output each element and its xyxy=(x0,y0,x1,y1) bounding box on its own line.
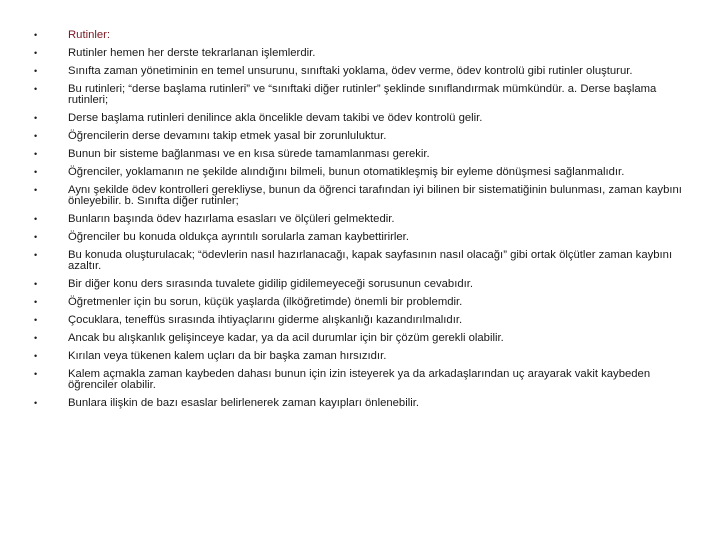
list-item xyxy=(34,131,684,143)
bullet-icon: • xyxy=(34,30,38,40)
bullet-icon: • xyxy=(34,113,38,124)
bullet-icon: • xyxy=(34,130,38,141)
bullet-icon: • xyxy=(34,350,38,361)
list-item-text: Öğretmenler için bu sorun, küçük yaşlarda (ilköğretimde) önemli bir problemdir. xyxy=(68,296,463,309)
bullet-icon: • xyxy=(34,166,38,177)
list-item xyxy=(34,66,684,78)
list-item-text: Rutinler hemen her derste tekrarlanan işlemlerdir. xyxy=(68,46,316,59)
list-item xyxy=(34,369,684,392)
bullet-icon: • xyxy=(34,249,38,260)
list-item xyxy=(34,232,684,244)
bullet-icon: • xyxy=(34,47,38,58)
list-item-text: Derse başlama rutinleri denilince akla öncelikle devam takibi ve ödev kontrolü gelir. xyxy=(68,112,483,125)
bullet-icon: • xyxy=(34,148,38,159)
bullet-icon: • xyxy=(34,332,38,343)
list-item xyxy=(34,398,684,410)
list-item-text: Çocuklara, teneffüs sırasında ihtiyaçlarını giderme alışkanlığı kazandırılmalıdır. xyxy=(68,313,463,326)
list-item-text: Bunun bir sisteme bağlanması ve en kısa sürede tamamlanması gerekir. xyxy=(68,147,430,160)
list-item-text: Bu rutinleri; “derse başlama rutinleri” ve “sınıftaki diğer rutinler” şeklinde sınıflandırmak mümkündür. a. Derse başlama rutinleri; xyxy=(68,82,657,107)
list-item xyxy=(34,167,684,179)
list-item xyxy=(34,185,684,208)
list-item-text: Kalem açmakla zaman kaybeden dahası bunun için izin isteyerek ya da arkadaşlarından uç arayarak vakit kaybeden öğrenciler olabilir. xyxy=(68,367,651,392)
list-item-text: Öğrenciler bu konuda oldukça ayrıntılı sorularla zaman kaybettirirler. xyxy=(68,230,409,243)
bullet-icon: • xyxy=(34,83,38,94)
list-item-text: Bunlara ilişkin de bazı esaslar belirlenerek zaman kayıpları önlenebilir. xyxy=(68,397,420,410)
list-item xyxy=(34,315,684,327)
list-item xyxy=(34,113,684,125)
bullet-icon: • xyxy=(34,65,38,76)
list-item-text: Bu konuda oluşturulacak; “ödevlerin nasıl hazırlanacağı, kapak sayfasının nasıl olacağı” gibi ortak ölçütler zaman kaybını azaltır. xyxy=(68,248,673,273)
list-item xyxy=(34,297,684,309)
list-item-text: Ancak bu alışkanlık gelişinceye kadar, ya da acil durumlar için bir çözüm gerekli olabilir. xyxy=(68,331,504,344)
bullet-icon: • xyxy=(34,184,38,195)
bullet-icon: • xyxy=(34,398,38,409)
list-item-text: Aynı şekilde ödev kontrolleri gerekliyse, bunun da öğrenci tarafından iyi bilinen bir sistematiğinin bulunması, zaman kaybını önleyebilir. b. Sınıfta diğer rutinler; xyxy=(68,183,682,208)
list-item xyxy=(34,250,684,273)
list-item-text: Rutinler: xyxy=(68,29,111,41)
list-item xyxy=(34,333,684,345)
list-item xyxy=(34,351,684,363)
list-item-text: Öğrenciler, yoklamanın ne şekilde alındığını bilmeli, bunun otomatikleşmiş bir eyleme dönüşmesi sağlanmalıdır. xyxy=(68,165,625,178)
list-item xyxy=(34,84,684,107)
bullet-icon: • xyxy=(34,214,38,225)
list-item-text: Bir diğer konu ders sırasında tuvalete gidilip gidilemeyeceği sorusunun cevabıdır. xyxy=(68,278,474,291)
list-item xyxy=(34,48,684,60)
list-item-text: Sınıfta zaman yönetiminin en temel unsurunu, sınıftaki yoklama, ödev verme, ödev kontrolü gibi rutinler oluşturur. xyxy=(68,64,633,77)
bullet-icon: • xyxy=(34,314,38,325)
list-item xyxy=(34,214,684,226)
list-item-text: Öğrencilerin derse devamını takip etmek yasal bir zorunluluktur. xyxy=(68,129,387,142)
bullet-icon: • xyxy=(34,368,38,379)
bullet-list xyxy=(34,30,684,416)
list-item-heading xyxy=(34,30,684,42)
list-item-text: Bunların başında ödev hazırlama esasları ve ölçüleri gelmektedir. xyxy=(68,213,395,226)
bullet-icon: • xyxy=(34,231,38,242)
list-item xyxy=(34,279,684,291)
list-item xyxy=(34,149,684,161)
list-item-text: Kırılan veya tükenen kalem uçları da bir başka zaman hırsızıdır. xyxy=(68,349,387,362)
bullet-icon: • xyxy=(34,297,38,308)
bullet-icon: • xyxy=(34,279,38,290)
